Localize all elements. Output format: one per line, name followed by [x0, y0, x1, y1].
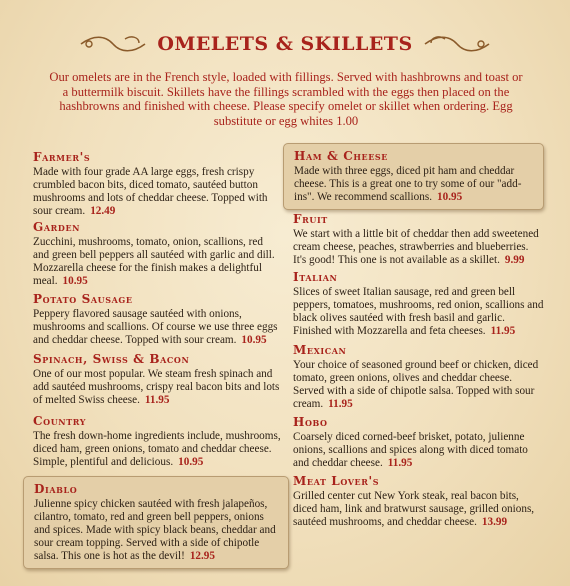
item-price: 11.95 — [144, 394, 170, 407]
item-price: 13.99 — [481, 516, 508, 529]
item-desc-text: Made with three eggs, diced pit ham and cheddar cheese. This is a great one to try some of our "add-ins". We recommend scallions. — [294, 165, 522, 204]
item-desc-text: Peppery flavored sausage sautéed with onions, mushrooms and scallions. Of course we use three eggs and cheddar cheese. Topped with sour cream. — [33, 308, 278, 347]
item-description — [34, 498, 280, 563]
item-desc-text: Grilled center cut New York steak, real bacon bits, diced ham, link and bratwurst sausage, grilled onions, sautéed mushrooms, and cheddar cheese. — [293, 490, 535, 529]
item-name: Potato Sausage — [33, 292, 133, 306]
item-name: Garden — [33, 220, 81, 234]
item-desc-text: We start with a little bit of cheddar then add sweetened cream cheese, peaches, strawberries and blueberries. It's good! This one is not available as a skillet. — [293, 228, 539, 267]
item-name: Ham & Cheese — [294, 149, 388, 163]
item-desc-text: One of our most popular. We steam fresh spinach and add sautéed mushrooms, crispy real bacon bits and lots of melted Swiss cheese. — [33, 368, 280, 407]
item-name: Italian — [293, 270, 338, 284]
menu-item-potato-sausage — [33, 292, 281, 347]
item-desc-text: The fresh down-home ingredients include, mushrooms, diced ham, green onions, tomato and cheddar cheese. Simple, plentiful and delicious. — [33, 430, 281, 469]
item-name: Fruit — [293, 212, 328, 226]
menu-item-italian — [293, 270, 544, 338]
item-desc-text: Julienne spicy chicken sautéed with fresh jalapeños, cilantro, tomato, red and green bell peppers, onions and spices. Made with spicy black beans, cheddar and sour cream topping. Served with a side of chipotle salsa. This one is hot as the devil! — [34, 498, 276, 563]
item-description — [294, 165, 535, 204]
item-desc-text: Made with four grade AA large eggs, fresh crispy crumbled bacon bits, diced tomato, sautéed button mushrooms and lots of cheddar cheese. Topped with sour cream. — [33, 166, 268, 218]
item-desc-text: Zucchini, mushrooms, tomato, onion, scallions, red and green bell peppers all sautéed with garlic and dill. Mozzarella cheese for the finish makes a delightful meal. — [33, 236, 275, 288]
item-description — [293, 286, 544, 338]
menu-item-hobo — [293, 415, 544, 470]
menu-item-meat-lovers — [293, 474, 544, 529]
item-price: 9.99 — [504, 254, 525, 267]
item-description — [33, 430, 281, 469]
item-description — [293, 359, 544, 411]
item-desc-text: Your choice of seasoned ground beef or chicken, diced tomato, green onions, olives and cheddar cheese. Served with a side of chipotle salsa. Topped with sour cream. — [293, 359, 539, 411]
item-price: 10.95 — [62, 275, 88, 288]
menu-item-spinach-swiss-bacon — [33, 352, 281, 407]
item-description — [33, 166, 281, 218]
item-desc-text: Slices of sweet Italian sausage, red and green bell peppers, tomatoes, mushrooms, red onion, scallions and black olives sautéed with fresh basil and garlic. Finished with Mozzarella and feta cheeses. — [293, 286, 544, 338]
item-name: Farmer's — [33, 150, 91, 164]
item-price: 10.95 — [178, 456, 204, 469]
item-description — [33, 368, 281, 407]
item-price: 11.95 — [328, 398, 353, 411]
item-name: Hobo — [293, 415, 328, 429]
item-description — [293, 228, 544, 267]
menu-item-ham-cheese — [283, 143, 544, 210]
item-desc-text: Coarsely diced corned-beef brisket, potato, julienne onions, scallions and spices along with diced tomato and cheddar cheese. — [293, 431, 528, 470]
left-flourish-icon — [79, 33, 149, 55]
page-title: OMELETS & SKILLETS — [157, 33, 413, 55]
item-price: 10.95 — [437, 191, 463, 204]
item-price: 11.95 — [490, 325, 516, 338]
item-name: Country — [33, 414, 87, 428]
item-price: 12.95 — [189, 550, 215, 563]
item-price: 10.95 — [241, 334, 267, 347]
item-name: Spinach, Swiss & Bacon — [33, 352, 190, 366]
item-description — [33, 236, 281, 288]
item-price: 12.49 — [90, 205, 116, 218]
menu-intro: Our omelets are in the French style, loaded with fillings. Served with hashbrowns and toast or a buttermilk biscuit. Skillets have the fillings scrambled with the eggs then placed on the hashbrowns and finished with cheese. Please specify omelet or skillet when ordering. Egg substitute or egg whites 1.00 — [49, 70, 523, 128]
menu-item-diablo — [23, 476, 289, 569]
menu-item-garden — [33, 220, 281, 288]
right-flourish-icon — [421, 33, 491, 55]
item-name: Mexican — [293, 343, 347, 357]
menu-header — [0, 26, 570, 62]
item-price: 11.95 — [387, 457, 413, 470]
item-description — [293, 431, 544, 470]
menu-item-country — [33, 414, 281, 469]
item-description — [33, 308, 281, 347]
menu-item-farmers — [33, 150, 281, 218]
item-name: Diablo — [34, 482, 78, 496]
menu-item-fruit — [293, 212, 544, 267]
menu-item-mexican — [293, 343, 544, 411]
item-description — [293, 490, 544, 529]
item-name: Meat Lover's — [293, 474, 380, 488]
